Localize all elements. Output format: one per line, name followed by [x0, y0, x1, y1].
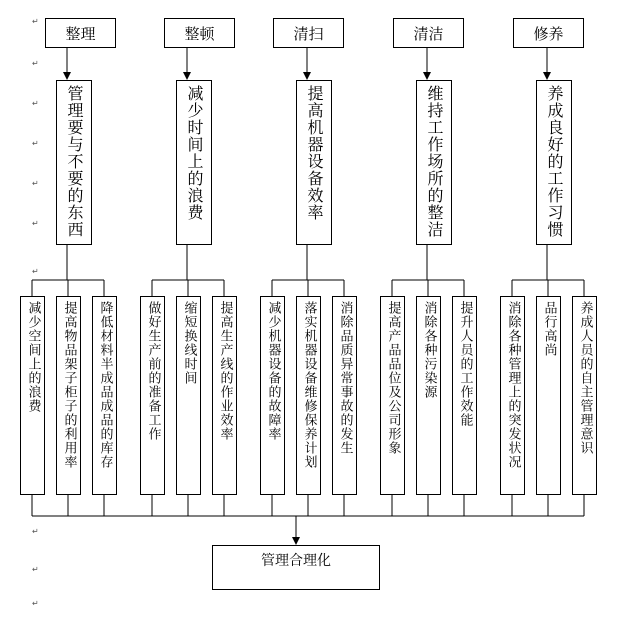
action-text-13: 消除各种管理上的突发状况 — [505, 301, 521, 469]
top-box-zhengli — [45, 18, 116, 48]
action-box-6 — [212, 296, 237, 495]
action-text-1: 减少空间上的浪费 — [25, 301, 41, 413]
paragraph-mark: ↵ — [32, 59, 39, 68]
top-box-xiuyang — [513, 18, 584, 48]
paragraph-mark: ↵ — [32, 527, 39, 536]
top-label-qingjie: 清洁 — [413, 24, 444, 43]
action-box-14 — [536, 296, 561, 495]
action-text-12: 提升人员的工作效能 — [457, 301, 473, 427]
paragraph-mark: ↵ — [32, 179, 39, 188]
top-label-zhengdun: 整顿 — [184, 24, 215, 43]
paragraph-mark: ↵ — [32, 599, 39, 608]
action-box-2 — [56, 296, 81, 495]
goal-text-5: 养成良好的工作习惯 — [545, 85, 564, 238]
action-box-8 — [296, 296, 321, 495]
action-box-12 — [452, 296, 477, 495]
action-box-9 — [332, 296, 357, 495]
top-label-zhengli: 整理 — [65, 24, 96, 43]
top-label-qingsao: 清扫 — [293, 24, 324, 43]
goal-box-1 — [56, 80, 92, 245]
action-box-7 — [260, 296, 285, 495]
action-box-13 — [500, 296, 525, 495]
action-box-10 — [380, 296, 405, 495]
goal-box-5 — [536, 80, 572, 245]
goal-text-4: 维持工作场所的整洁 — [425, 85, 444, 238]
goal-box-4 — [416, 80, 452, 245]
paragraph-mark: ↵ — [32, 139, 39, 148]
action-box-5 — [176, 296, 201, 495]
top-box-qingjie — [393, 18, 464, 48]
action-text-5: 缩短换线时间 — [181, 301, 197, 385]
paragraph-mark: ↵ — [32, 267, 39, 276]
action-box-15 — [572, 296, 597, 495]
action-text-2: 提高物品架子柜子的利用率 — [61, 301, 77, 469]
action-text-7: 减少机器设备的故障率 — [265, 301, 281, 441]
paragraph-mark: ↵ — [32, 17, 39, 26]
action-box-3 — [92, 296, 117, 495]
action-text-14: 品行高尚 — [541, 301, 557, 357]
paragraph-mark: ↵ — [32, 565, 39, 574]
paragraph-mark: ↵ — [32, 219, 39, 228]
action-text-4: 做好生产前的准备工作 — [145, 301, 161, 441]
action-text-15: 养成人员的自主管理意识 — [577, 301, 593, 455]
result-text: 管理合理化 — [261, 553, 331, 569]
goal-box-2 — [176, 80, 212, 245]
top-box-zhengdun — [164, 18, 235, 48]
action-box-1 — [20, 296, 45, 495]
action-text-3: 降低材料半成品成品的库存 — [97, 301, 113, 469]
top-label-xiuyang: 修养 — [533, 24, 564, 43]
action-text-10: 提高产品品位及公司形象 — [385, 301, 401, 455]
top-box-qingsao — [273, 18, 344, 48]
goal-text-2: 减少时间上的浪费 — [185, 85, 204, 221]
action-text-9: 消除品质异常事故的发生 — [337, 301, 353, 455]
result-box — [212, 545, 380, 590]
goal-text-1: 管理要与不要的东西 — [65, 85, 84, 238]
action-box-11 — [416, 296, 441, 495]
action-text-11: 消除各种污染源 — [421, 301, 437, 399]
action-text-8: 落实机器设备维修保养计划 — [301, 301, 317, 469]
action-box-4 — [140, 296, 165, 495]
paragraph-mark: ↵ — [32, 99, 39, 108]
action-text-6: 提高生产线的作业效率 — [217, 301, 233, 441]
goal-box-3 — [296, 80, 332, 245]
goal-text-3: 提高机器设备效率 — [305, 85, 324, 221]
